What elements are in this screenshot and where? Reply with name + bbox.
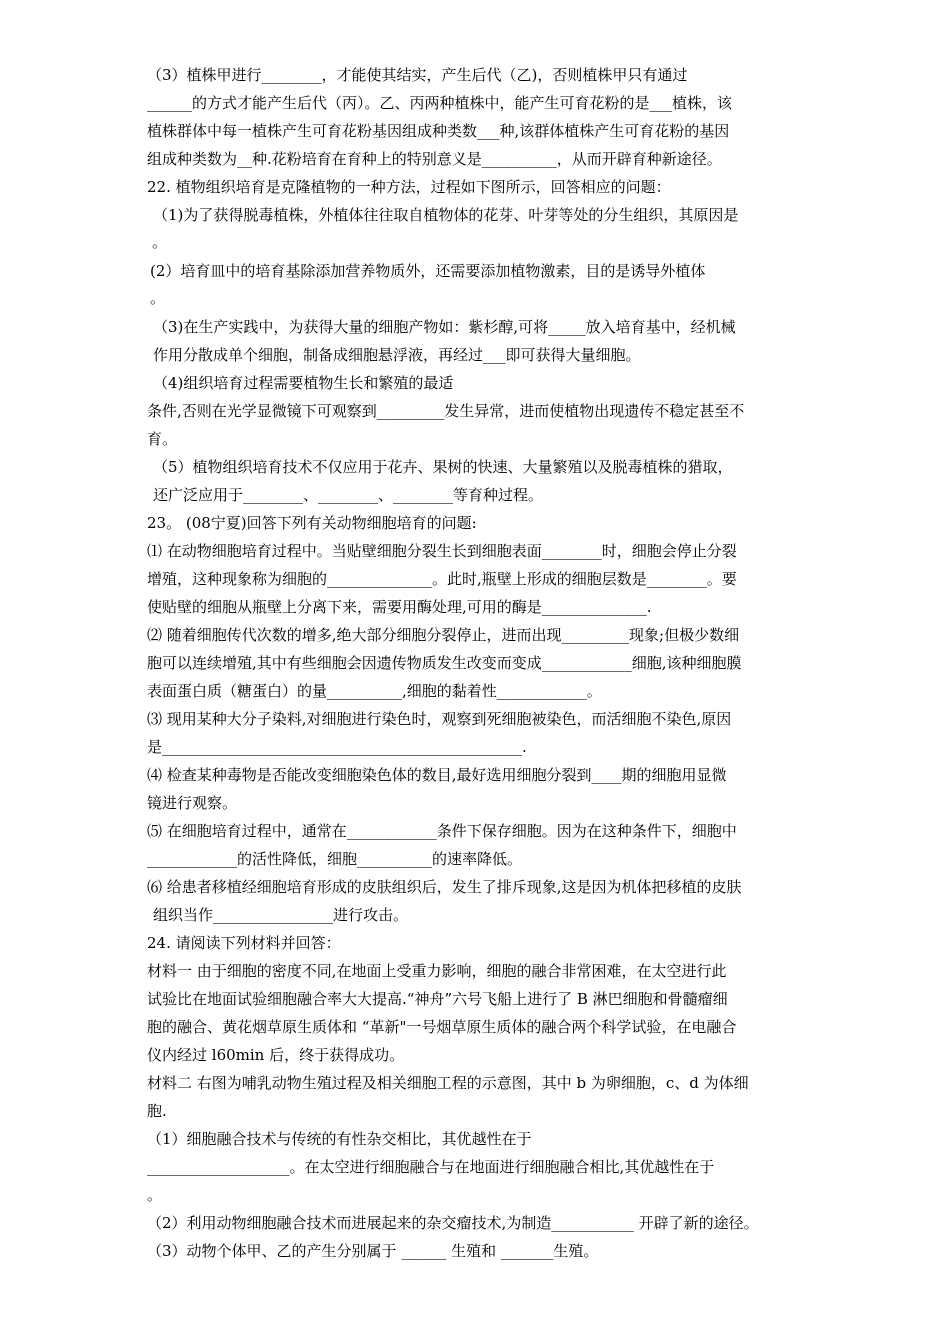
text-line: ______的方式才能产生后代（丙）。乙、丙两种植株中，能产生可育花粉的是___植株，该 <box>147 94 733 112</box>
text-line: （1)为了获得脱毒植株，外植体往往取自植物体的花芽、叶芽等处的分生组织，其原因是 <box>153 206 739 224</box>
text-line: ⑸ 在细胞培育过程中，通常在____________条件下保存细胞。因为在这种条件下，细胞中 <box>147 822 737 840</box>
text-line: 还广泛应用于________、________、________等育种过程。 <box>153 486 544 504</box>
text-line: 作用分散成单个细胞，制备成细胞悬浮液，再经过___即可获得大量细胞。 <box>153 346 641 364</box>
text-line: 胞. <box>147 1102 167 1120</box>
text-line: ____________的活性降低，细胞__________的速率降低。 <box>147 850 523 868</box>
text-line: 。 <box>147 1186 163 1204</box>
text-line: （4)组织培育过程需要植物生长和繁殖的最适 <box>153 374 454 392</box>
text-line: 增殖，这种现象称为细胞的______________。此时,瓶壁上形成的细胞层数是________。要 <box>147 570 737 588</box>
text-line: 是________________________________________________. <box>147 738 527 756</box>
text-line: 植株群体中每一植株产生可育花粉基因组成种类数___种,该群体植株产生可育花粉的基因 <box>147 122 730 140</box>
text-line: （3）植株甲进行________，才能使其结实，产生后代（乙)，否则植株甲只有通过 <box>147 66 688 84</box>
text-line: 仪内经过 l60min 后，终于获得成功。 <box>147 1046 405 1064</box>
text-line: (2）培育皿中的培育基除添加营养物质外，还需要添加植物激素，目的是诱导外植体 <box>150 262 706 280</box>
text-line: ⑹ 给患者移植经细胞培育形成的皮肤组织后，发生了排斥现象,这是因为机体把移植的皮肤 <box>147 878 742 896</box>
question-heading-22: 22. 植物组织培育是克隆植物的一种方法，过程如下图所示，回答相应的问题： <box>147 178 671 196</box>
text-line: 材料一 由于细胞的密度不同,在地面上受重力影响，细胞的融合非常困难，在太空进行此 <box>147 962 727 980</box>
text-line: 表面蛋白质（糖蛋白）的量__________,细胞的黏着性____________。 <box>147 682 602 700</box>
text-line: 试验比在地面试验细胞融合率大大提高.“神舟”六号飞船上进行了 B 淋巴细胞和骨髓瘤细 <box>147 990 728 1008</box>
text-line: 使贴壁的细胞从瓶壁上分离下来，需要用酶处理,可用的酶是______________. <box>147 598 652 616</box>
text-line: 条件,否则在光学显微镜下可观察到_________发生异常，进而使植物出现遗传不稳定甚至不 <box>147 402 745 420</box>
text-line: ⑴ 在动物细胞培育过程中。当贴壁细胞分裂生长到细胞表面________时，细胞会停止分裂 <box>147 542 737 560</box>
text-line: （2）利用动物细胞融合技术而进展起来的杂交瘤技术,为制造___________ 开辟了新的途径。 <box>147 1214 759 1232</box>
text-line: ⑷ 检查某种毒物是否能改变细胞染色体的数目,最好选用细胞分裂到____期的细胞用显微 <box>147 766 727 784</box>
text-line: （1）细胞融合技术与传统的有性杂交相比，其优越性在于 <box>147 1130 532 1148</box>
text-line: （3）动物个体甲、乙的产生分别属于 ______ 生殖和 _______生殖。 <box>147 1242 599 1260</box>
text-line: ___________________。在太空进行细胞融合与在地面进行细胞融合相比,其优越性在于 <box>147 1158 715 1176</box>
text-line: 胞的融合、黄花烟草原生质体和 “革新"一号烟草原生质体的融合两个科学试验，在电融合 <box>147 1018 737 1036</box>
text-line: （3)在生产实践中，为获得大量的细胞产物如：紫杉醇,可将_____放入培育基中，经机械 <box>153 318 736 336</box>
text-line: 组织当作________________进行攻击。 <box>153 906 409 924</box>
question-heading-23: 23。 (08宁夏)回答下列有关动物细胞培育的问题: <box>147 514 477 532</box>
text-line: ⑵ 随着细胞传代次数的增多,绝大部分细胞分裂停止，进而出现_________现象;但极少数细 <box>147 626 740 644</box>
text-line: 材料二 右图为哺乳动物生殖过程及相关细胞工程的示意图，其中 b 为卵细胞，c、d 为体细 <box>147 1074 749 1092</box>
text-line: 。 <box>152 233 168 251</box>
text-line: 。 <box>150 289 166 307</box>
text-line: 镜进行观察。 <box>147 794 238 812</box>
text-line: 育。 <box>147 430 178 448</box>
text-line: （5）植物组织培育技术不仅应用于花卉、果树的快速、大量繁殖以及脱毒植株的猎取， <box>153 458 733 476</box>
text-line: ⑶ 现用某种大分子染料,对细胞进行染色时，观察到死细胞被染色，而活细胞不染色,原因 <box>147 710 732 728</box>
text-line: 组成种类数为__种.花粉培育在育种上的特别意义是__________，从而开辟育种新途径。 <box>147 150 722 168</box>
question-heading-24: 24. 请阅读下列材料并回答： <box>147 934 341 952</box>
text-line: 胞可以连续增殖,其中有些细胞会因遗传物质发生改变而变成____________细胞,该种细胞膜 <box>147 654 742 672</box>
